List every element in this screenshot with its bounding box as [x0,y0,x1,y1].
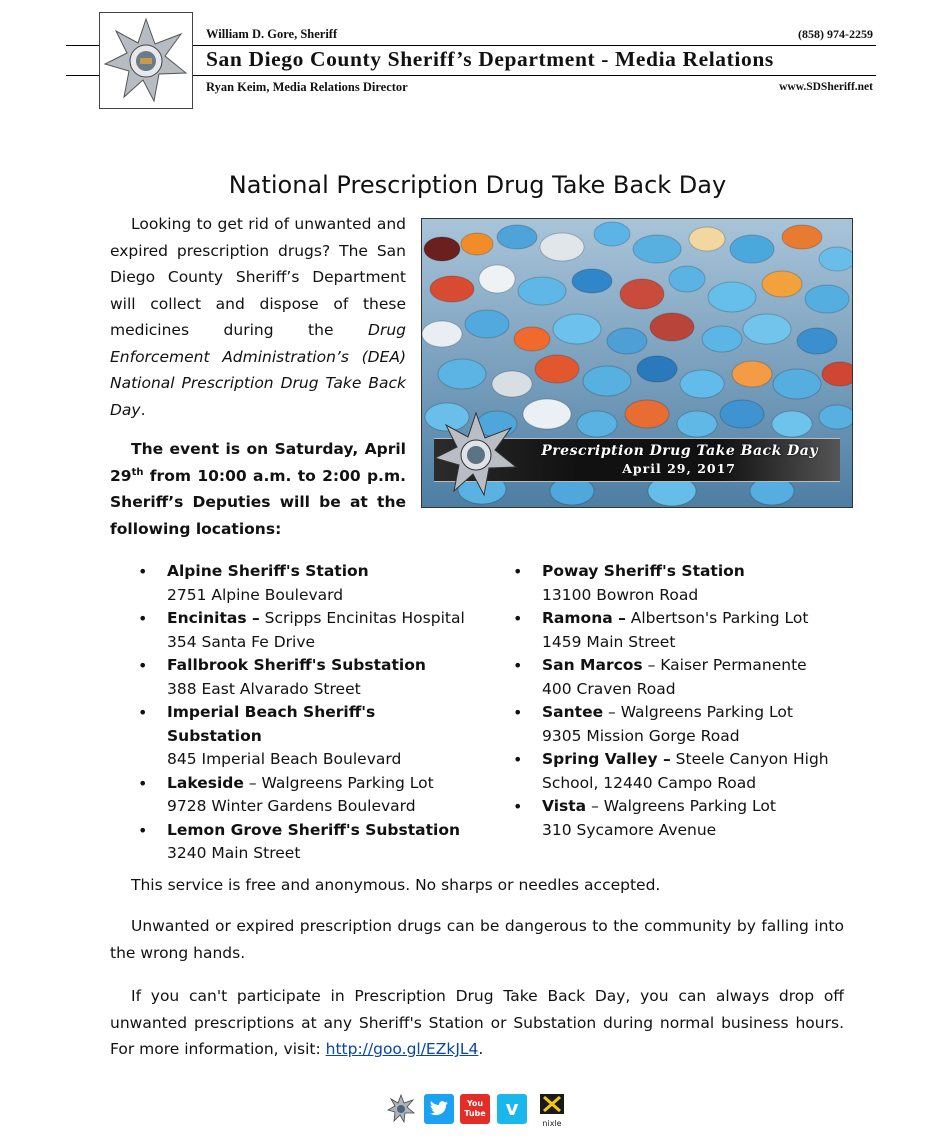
event-suffix: from 10:00 a.m. to 2:00 p.m. Sheriff’s Deputies will be at the following locations: [110,466,406,538]
twitter-bird-glyph [424,1094,454,1124]
locations-left [138,560,468,866]
event-prefix: The event is on Saturday, April 29 [110,440,406,485]
more-info-text: If you can't participate in Prescription Drug Take Back Day, you can always drop off unwanted prescriptions at any Sheriff's Station or Substation during normal business hours. For more information, visit: [110,987,844,1058]
intro-end: . [140,400,146,419]
location-item: • San Marcos – Kaiser Permanente 400 Craven Road [513,654,843,701]
danger-paragraph: Unwanted or expired prescription drugs can be dangerous to the community by falling into the wrong hands. [110,917,844,962]
sheriff-star-icon [100,13,192,108]
nixle-icon[interactable] [537,1093,567,1126]
nixle-x-glyph [539,1093,565,1115]
location-item: • Spring Valley – Steele Canyon High School, 12440 Campo Road [513,748,843,795]
location-item: • Lemon Grove Sheriff's Substation 3240 Main Street [138,819,468,866]
location-item: • Santee – Walgreens Parking Lot 9305 Mission Gorge Road [513,701,843,748]
location-item: • Imperial Beach Sheriff's Substation 845 Imperial Beach Boulevard [138,701,468,772]
director-name: Ryan Keim, Media Relations Director [206,80,408,94]
location-item: • Encinitas – Scripps Encinitas Hospital 354 Santa Fe Drive [138,607,468,654]
info-link[interactable]: http://goo.gl/EZkJL4 [325,1040,479,1058]
event-sup: th [131,466,144,478]
location-item: • Poway Sheriff's Station 13100 Bowron Road [513,560,843,607]
banner-date: April 29, 2017 [622,461,736,476]
more-info-paragraph [110,983,844,1063]
department-title: San Diego County Sheriff’s Department - Media Relations [206,47,774,71]
vimeo-label: v [505,1096,519,1120]
free-paragraph: This service is free and anonymous. No sharps or needles accepted. [131,876,661,894]
twitter-icon[interactable] [424,1094,454,1124]
location-item: • Fallbrook Sheriff's Substation 388 East Alvarado Street [138,654,468,701]
intro-paragraph [110,211,406,423]
banner-title: Prescription Drug Take Back Day [541,443,818,459]
sheriff-name: William D. Gore, Sheriff [206,27,338,41]
phone-number: (858) 974-2259 [798,27,873,41]
intro-italic: Drug Enforcement Administration’s (DEA) National Prescription Drug Take Back Day [110,321,406,419]
page-title: National Prescription Drug Take Back Day [228,171,727,199]
location-item: • Alpine Sheriff's Station 2751 Alpine Boulevard [138,560,468,607]
sheriff-badge-box [99,12,193,109]
photo-star-icon [430,409,522,501]
youtube-label: You Tube [464,1099,486,1118]
website-text: www.SDSheriff.net [779,81,873,93]
youtube-icon[interactable] [460,1094,490,1124]
vimeo-icon[interactable] [497,1094,527,1124]
locations-right [513,560,843,842]
intro-text: Looking to get rid of unwanted and expired prescription drugs? The San Diego County Sheriff’s Department will collect and dispose of these medicines during the [110,215,406,339]
pills-photo [421,218,853,508]
event-paragraph [110,436,406,542]
location-item: • Lakeside – Walgreens Parking Lot 9728 Winter Gardens Boulevard [138,772,468,819]
nixle-label: nixle [542,1119,562,1128]
location-item: • Vista – Walgreens Parking Lot 310 Sycamore Avenue [513,795,843,842]
sheriff-social-icon[interactable] [386,1094,416,1124]
sheriff-star-small-icon [386,1094,416,1124]
location-item: • Ramona – Albertson's Parking Lot 1459 Main Street [513,607,843,654]
more-info-end: . [478,1040,484,1058]
